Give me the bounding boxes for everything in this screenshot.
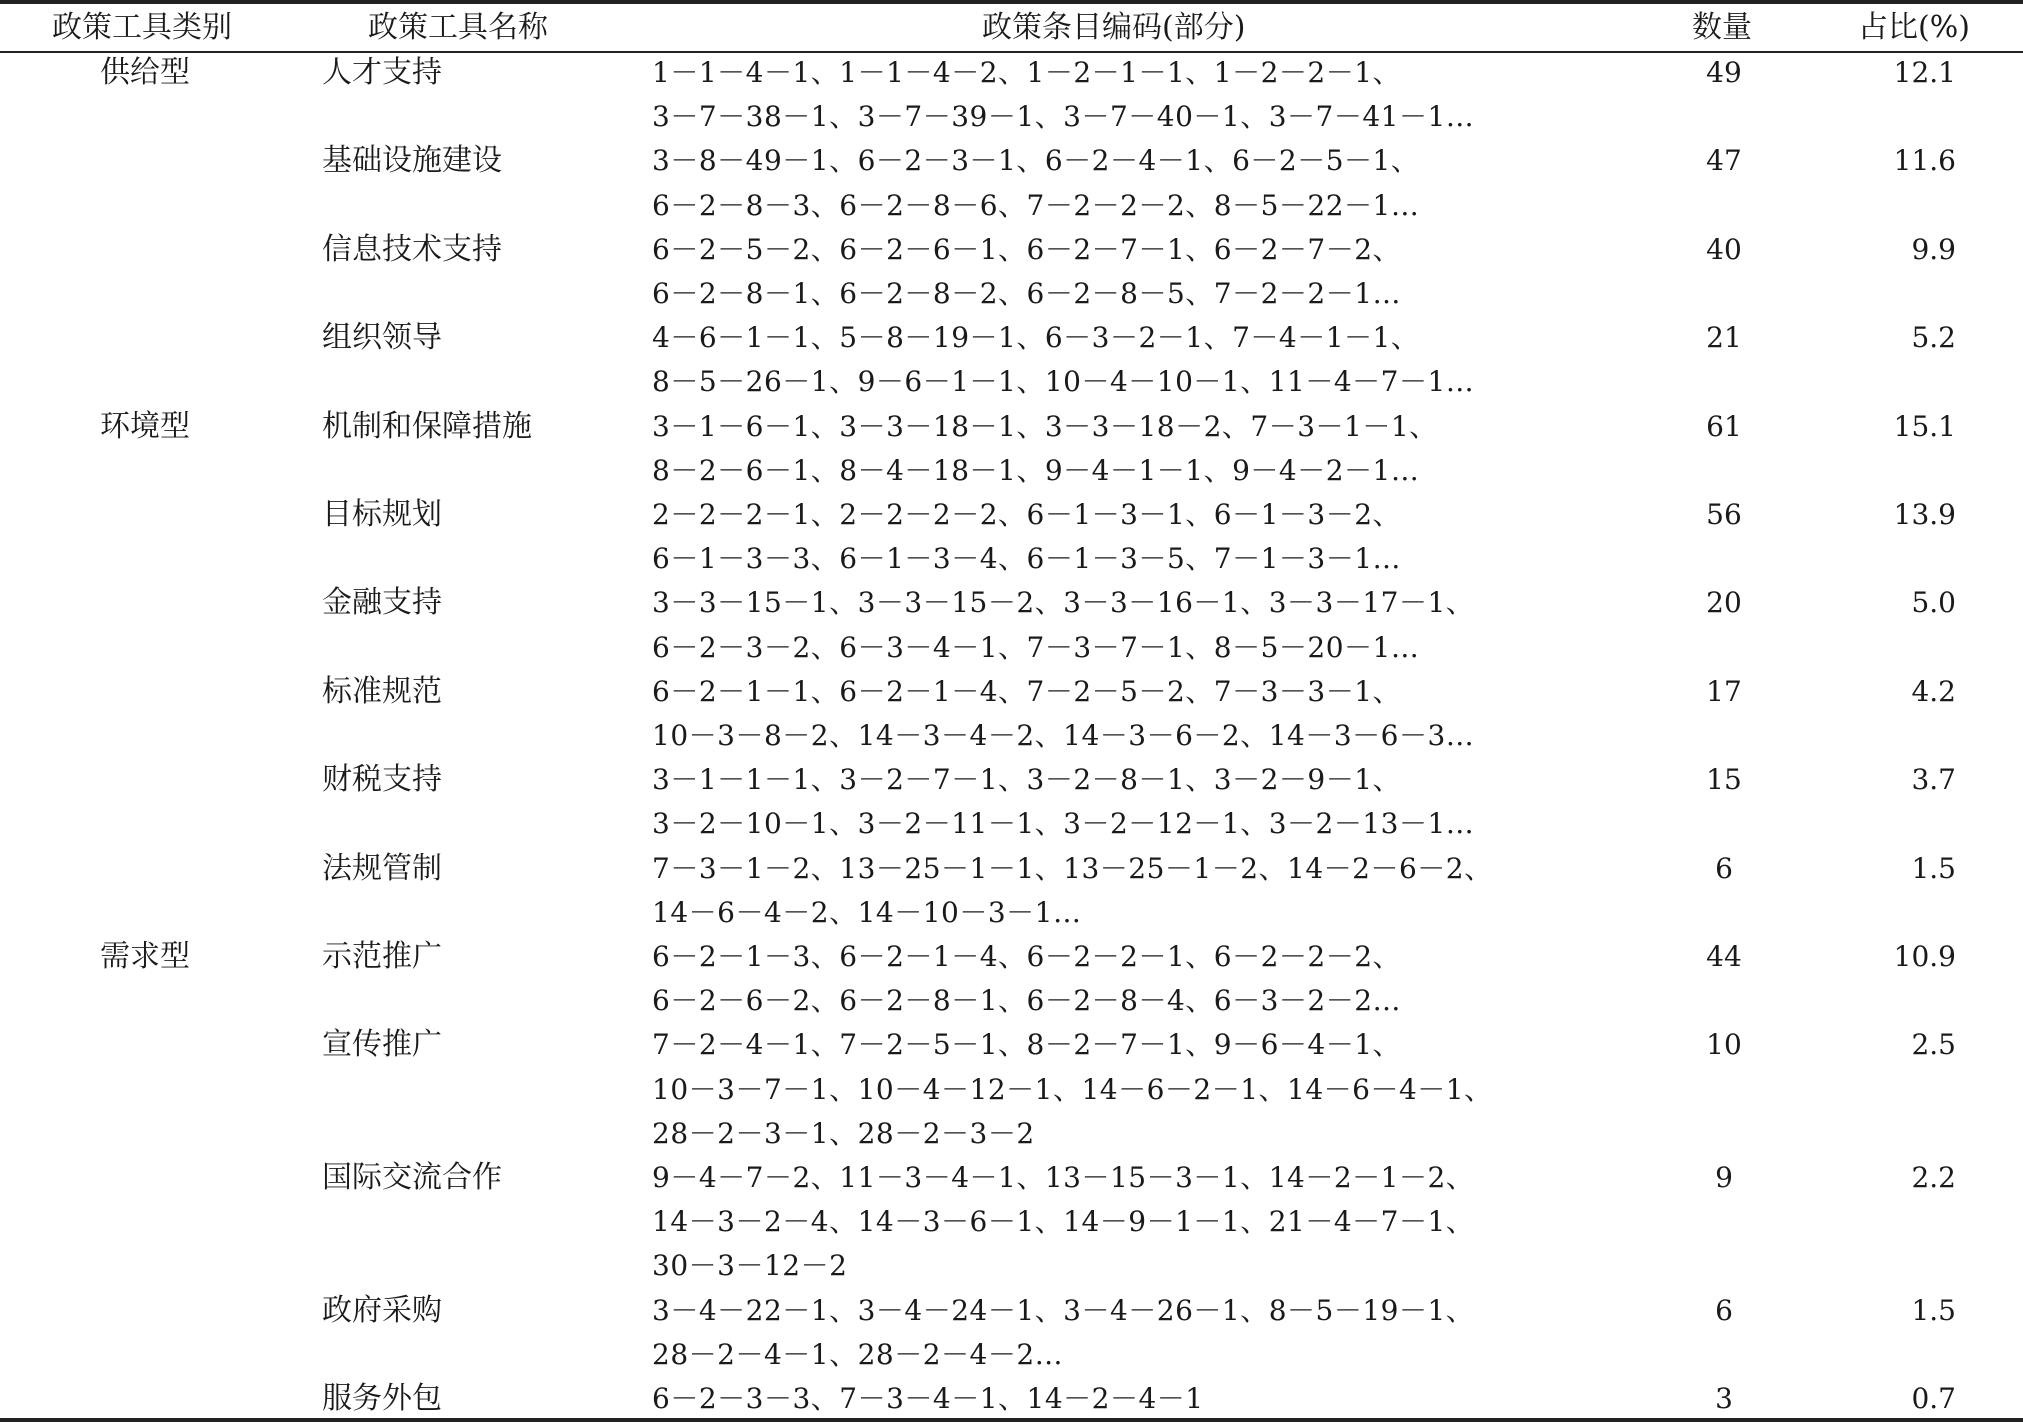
header-codes: 政策条目编码(部分) xyxy=(982,10,1246,45)
header-name: 政策工具名称 xyxy=(368,10,548,45)
cell-tool-name: 人才支持 xyxy=(322,55,442,90)
cell-percent: 5.0 xyxy=(1911,586,1956,620)
cell-tool-name: 目标规划 xyxy=(322,497,442,532)
cell-code-line: 3－4－22－1、3－4－24－1、3－4－26－1、8－5－19－1、 xyxy=(652,1293,1475,1327)
cell-count: 56 xyxy=(1706,498,1742,531)
header-category: 政策工具类别 xyxy=(52,10,232,45)
cell-percent: 1.5 xyxy=(1911,1293,1956,1327)
cell-count: 3 xyxy=(1715,1382,1733,1415)
cell-code-line: 4－6－1－1、5－8－19－1、6－3－2－1、7－4－1－1、 xyxy=(652,321,1420,355)
cell-tool-name: 财税支持 xyxy=(322,762,442,798)
cell-code-line: 3－8－49－1、6－2－3－1、6－2－4－1、6－2－5－1、 xyxy=(652,144,1420,178)
cell-tool-name: 服务外包 xyxy=(322,1381,442,1416)
cell-code-line: 6－2－1－1、6－2－1－4、7－2－5－2、7－3－3－1、 xyxy=(652,674,1402,708)
cell-code-line: 9－4－7－2、11－3－4－1、13－15－3－1、14－2－1－2、 xyxy=(652,1161,1475,1194)
cell-count: 40 xyxy=(1706,232,1742,266)
header-percent: 占比(%) xyxy=(1858,10,1970,45)
cell-percent: 2.2 xyxy=(1911,1161,1956,1194)
cell-code-line: 10－3－8－2、14－3－4－2、14－3－6－2、14－3－6－3… xyxy=(652,718,1475,752)
cell-category: 供给型 xyxy=(100,55,190,90)
cell-count: 47 xyxy=(1706,144,1742,178)
cell-code-line: 6－2－8－3、6－2－8－6、7－2－2－2、8－5－22－1… xyxy=(652,188,1420,222)
cell-code-line: 3－1－6－1、3－3－18－1、3－3－18－2、7－3－1－1、 xyxy=(652,409,1438,443)
cell-percent: 2.5 xyxy=(1911,1028,1956,1062)
cell-count: 15 xyxy=(1706,763,1742,797)
cell-code-line: 6－2－3－2、6－3－4－1、7－3－7－1、8－5－20－1… xyxy=(652,630,1420,664)
header-count: 数量 xyxy=(1692,10,1752,45)
table-top-rule xyxy=(0,0,2023,4)
cell-count: 10 xyxy=(1706,1028,1742,1062)
cell-tool-name: 国际交流合作 xyxy=(322,1160,502,1195)
cell-code-line: 28－2－3－1、28－2－3－2 xyxy=(652,1116,1035,1150)
cell-tool-name: 宣传推广 xyxy=(322,1027,442,1063)
cell-percent: 1.5 xyxy=(1911,851,1956,885)
cell-code-line: 14－6－4－2、14－10－3－1… xyxy=(652,895,1082,929)
cell-tool-name: 标准规范 xyxy=(322,673,442,709)
cell-code-line: 6－2－6－2、6－2－8－1、6－2－8－4、6－3－2－2… xyxy=(652,984,1402,1018)
cell-tool-name: 组织领导 xyxy=(322,320,442,356)
cell-tool-name: 金融支持 xyxy=(322,585,442,621)
cell-code-line: 14－3－2－4、14－3－6－1、14－9－1－1、21－4－7－1、 xyxy=(652,1205,1475,1239)
cell-code-line: 8－2－6－1、8－4－18－1、9－4－1－1、9－4－2－1… xyxy=(652,453,1420,487)
cell-code-line: 7－3－1－2、13－25－1－1、13－25－1－2、14－2－6－2、 xyxy=(652,851,1493,885)
cell-percent: 11.6 xyxy=(1893,144,1956,178)
cell-percent: 4.2 xyxy=(1911,674,1956,708)
cell-code-line: 10－3－7－1、10－4－12－1、14－6－2－1、14－6－4－1、 xyxy=(652,1072,1493,1106)
cell-code-line: 1－1－4－1、1－1－4－2、1－2－1－1、1－2－2－1、 xyxy=(652,56,1402,89)
cell-code-line: 6－2－5－2、6－2－6－1、6－2－7－1、6－2－7－2、 xyxy=(652,232,1402,266)
cell-code-line: 8－5－26－1、9－6－1－1、10－4－10－1、11－4－7－1… xyxy=(652,365,1475,399)
cell-count: 9 xyxy=(1715,1161,1733,1194)
cell-code-line: 6－2－1－3、6－2－1－4、6－2－2－1、6－2－2－2、 xyxy=(652,940,1402,973)
cell-count: 49 xyxy=(1706,56,1742,89)
cell-count: 44 xyxy=(1706,940,1742,973)
cell-percent: 10.9 xyxy=(1893,940,1956,973)
cell-code-line: 7－2－4－1、7－2－5－1、8－2－7－1、9－6－4－1、 xyxy=(652,1028,1402,1062)
table-bottom-rule xyxy=(0,1418,2023,1422)
cell-tool-name: 政府采购 xyxy=(322,1292,442,1328)
cell-code-line: 3－7－38－1、3－7－39－1、3－7－40－1、3－7－41－1… xyxy=(652,100,1475,134)
cell-count: 6 xyxy=(1715,851,1733,885)
cell-percent: 3.7 xyxy=(1911,763,1956,797)
cell-count: 20 xyxy=(1706,586,1742,620)
cell-percent: 9.9 xyxy=(1911,232,1956,266)
cell-percent: 5.2 xyxy=(1911,321,1956,355)
cell-percent: 12.1 xyxy=(1893,56,1956,89)
cell-code-line: 3－2－10－1、3－2－11－1、3－2－12－1、3－2－13－1… xyxy=(652,807,1475,841)
cell-tool-name: 示范推广 xyxy=(322,939,442,974)
cell-code-line: 6－2－3－3、7－3－4－1、14－2－4－1 xyxy=(652,1382,1204,1415)
cell-code-line: 6－2－8－1、6－2－8－2、6－2－8－5、7－2－2－1… xyxy=(652,276,1402,310)
cell-percent: 15.1 xyxy=(1893,409,1956,443)
cell-code-line: 28－2－4－1、28－2－4－2… xyxy=(652,1337,1064,1371)
cell-percent: 0.7 xyxy=(1911,1382,1956,1415)
cell-count: 6 xyxy=(1715,1293,1733,1327)
cell-code-line: 30－3－12－2 xyxy=(652,1249,848,1283)
cell-tool-name: 基础设施建设 xyxy=(322,143,502,179)
cell-code-line: 6－1－3－3、6－1－3－4、6－1－3－5、7－1－3－1… xyxy=(652,542,1402,576)
cell-percent: 13.9 xyxy=(1893,498,1956,531)
cell-code-line: 3－3－15－1、3－3－15－2、3－3－16－1、3－3－17－1、 xyxy=(652,586,1475,620)
cell-code-line: 2－2－2－1、2－2－2－2、6－1－3－1、6－1－3－2、 xyxy=(652,498,1402,531)
cell-tool-name: 机制和保障措施 xyxy=(322,408,532,444)
cell-code-line: 3－1－1－1、3－2－7－1、3－2－8－1、3－2－9－1、 xyxy=(652,763,1402,797)
cell-tool-name: 法规管制 xyxy=(322,850,442,886)
cell-category: 需求型 xyxy=(100,939,190,974)
cell-count: 17 xyxy=(1706,674,1742,708)
cell-category: 环境型 xyxy=(100,408,190,444)
cell-count: 61 xyxy=(1706,409,1742,443)
cell-tool-name: 信息技术支持 xyxy=(322,231,502,267)
cell-count: 21 xyxy=(1706,321,1742,355)
